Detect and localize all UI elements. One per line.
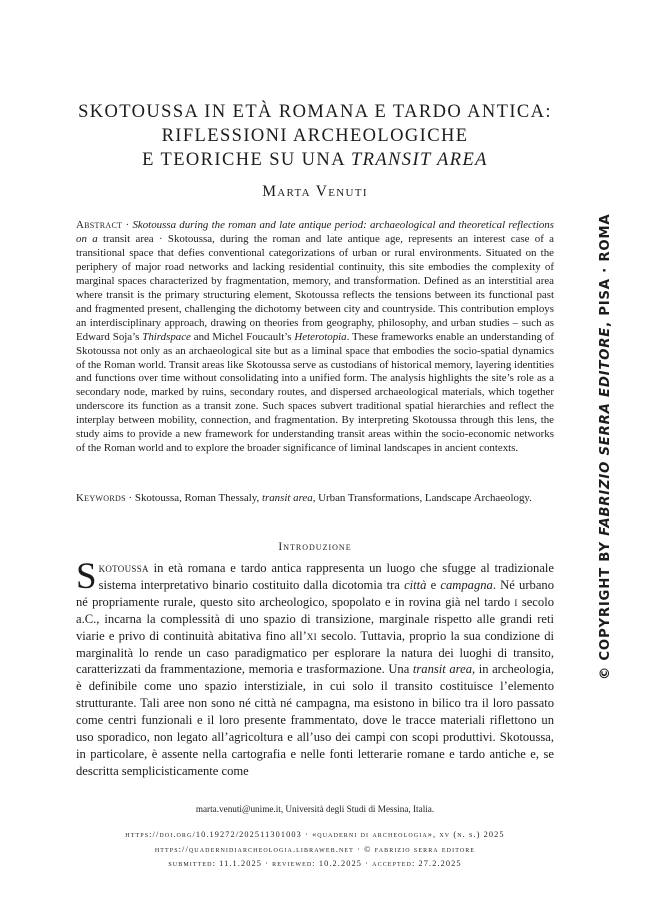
copyright-suffix: , PISA · ROMA [598, 213, 613, 327]
section-heading: Introduzione [278, 541, 352, 553]
copyright-publisher: FABRIZIO SERRA EDITORE [598, 326, 613, 536]
abstract-text-3: . These frameworks enable an understanding of Skotoussa not only as an archaeological site but as a liminal space that embodies the socio-spatial dynamics of the Roman world. Transit areas like Skotoussa serve as custodians of historical memory, layering identities and functions over time without consolidating into a unified form. The analysis highlights the site’s role as a secondary node, marked by ruins, secondary routes, and dispersed archaeological materials, which together underscore its function as a transit zone. Such spaces subvert traditional spatial hierarchies and reflect the interplay between mobility, connection, and fragmentation. By interpreting Skotoussa through this lens, the study aims to provide a new framework for understanding transit areas within the socio-economic networks of the Roman world and to explore the broader significance of liminal landscapes in ancient contexts. [76, 330, 554, 455]
body-text-4: secolo a.C., incarna la complessità di uno spazio di transizione, marginale rispetto alle grandi reti viarie e privo di continuità abitativa fino all’ [76, 594, 554, 643]
abstract-english-title: Skotoussa during the roman and late antique period: archaeological and theoretical reflections on a [76, 219, 554, 245]
body-first-word: kotoussa [98, 561, 149, 575]
copyright-sidebar [598, 210, 616, 680]
abstract-heterotopia: Heterotopia [294, 330, 347, 343]
doi-line: https://doi.org/10.19272/202511301003 · «quaderni di archeologia», xv (n. s.) 2025 [125, 830, 505, 839]
copyright-prefix: © COPYRIGHT BY [598, 535, 613, 680]
title-transit-area: TRANSIT AREA [350, 150, 488, 170]
keywords-label: Keywords [76, 492, 126, 504]
body-italic-citta: città [404, 577, 427, 592]
abstract-thirdspace: Thirdspace [142, 330, 191, 343]
dates-line: submitted: 11.1.2025 · reviewed: 10.2.2025 · accepted: 27.2.2025 [168, 859, 462, 868]
body-italic-transit-area: transit area [412, 662, 472, 677]
author-footnote: marta.venuti@unime.it, Università degli Studi di Messina, Italia. [195, 804, 435, 814]
body-text-1: in età romana e tardo antica rappresenta un luogo che sfugge al tradizionale sistema interpretativo binario costituito dalla dicotomia tra [98, 561, 554, 592]
abstract-text-2: and Michel Foucault’s [190, 330, 295, 343]
title-line-2: RIFLESSIONI ARCHEOLOGICHE [161, 126, 469, 146]
title-line-3-prefix: E TEORICHE SU UNA [142, 150, 351, 170]
abstract-text-1: transit area · Skotoussa, during the roman and late antique age, represents an interest case of a transitional space that defies conventional categorizations of urban or rural environments. Situated on the periphery of major road networks and lacking residential continuity, this site embodies the complexity of marginal spaces characterized by fragmentation, memory, and transformation. Defined as an interstitial area where transit is the primary structuring element, Skotoussa reflects the tensions between its functional past and fragmented present, challenging the dichotomy between city and countryside. This contribution employs an interdisciplinary approach, drawing on theories from geography, philosophy, and urban studies – such as Edward Soja’s [76, 232, 554, 343]
article-title [60, 100, 570, 172]
body-text-2: e [426, 577, 441, 592]
body-text-3: . Né urbano né propriamente rurale, questo sito archeologico, spopolato e in rovina già nel tardo [76, 577, 555, 609]
body-century-xi: xi [306, 628, 317, 643]
abstract-sep: · [122, 219, 133, 231]
title-line-3 [60, 148, 570, 172]
abstract [76, 219, 554, 456]
body-text-5: secolo. Tuttavia, proprio la sua condizione di marginalità lo rende un caso paradigmatico per esplorare la natura dei luoghi di transito, caratterizzati da frammentazione, memoria e trasformazione. Una [76, 628, 554, 677]
body-paragraph [76, 556, 555, 780]
keywords-italic: transit area [261, 492, 313, 504]
drop-cap: S [76, 556, 97, 597]
body-century-i: i [514, 594, 518, 609]
abstract-label: Abstract [76, 219, 123, 231]
keywords-sep: · [125, 492, 135, 504]
title-line-1: SKOTOUSSA IN ETÀ ROMANA E TARDO ANTICA: [78, 102, 552, 122]
body-italic-campagna: campagna [440, 577, 493, 592]
keywords-text-2: , Urban Transformations, Landscape Archaeology. [312, 492, 532, 504]
keywords [76, 491, 554, 505]
keywords-text-1: Skotoussa, Roman Thessaly, [134, 492, 262, 504]
author-name: Marta Venuti [262, 183, 368, 200]
website-line: https://quadernidiarcheologia.libraweb.net · © fabrizio serra editore [154, 845, 476, 854]
body-text-6: , in archeologia, è definibile come uno spazio interstiziale, in cui solo il transito costituisce l’elemento strutturante. Tali aree non sono né città né campagna, ma esistono in bilico tra il loro passato come centri funzionali e il loro presente frammentato, dove le tracce materiali riflettono un uso sporadico, non legato all’agricoltura e all’uso dei campi con scopi produttivi. Skotoussa, in particolare, è assente nella cartografia e nelle fonti letterarie romane e tardo antiche e, se descritta semplicisticamente come [76, 662, 554, 778]
